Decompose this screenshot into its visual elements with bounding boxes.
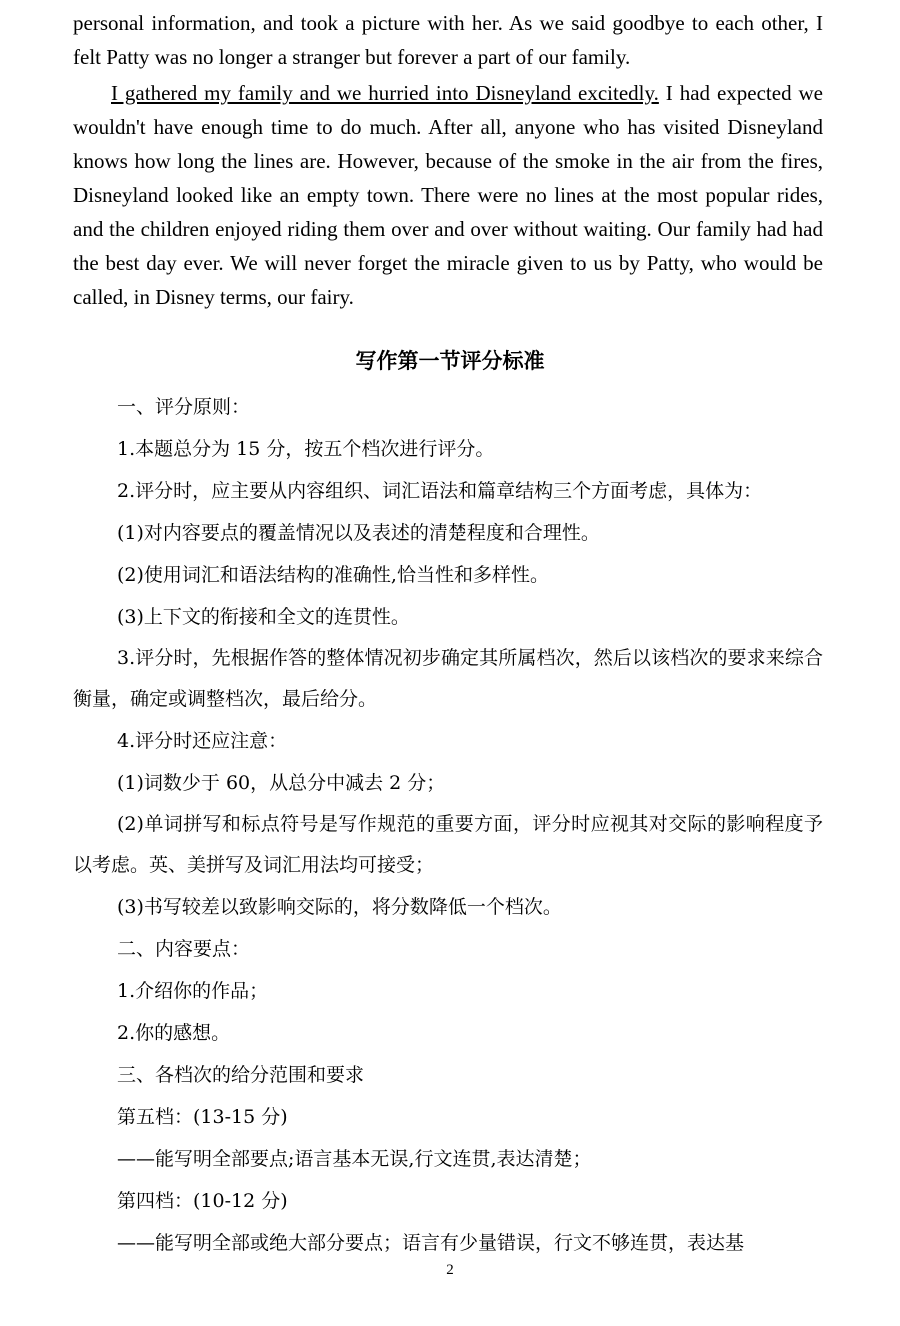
rubric-line: (3)书写较差以致影响交际的，将分数降低一个档次。	[117, 896, 562, 918]
rubric-line: 二、内容要点：	[117, 938, 251, 960]
rubric-line: (3)上下文的衔接和全文的连贯性。	[117, 606, 410, 628]
page-number: 2	[446, 1262, 454, 1278]
rubric-line: (2)单词拼写和标点符号是写作规范的重要方面，评分时应视其对交际的影响程度予以考虑。英、美拼写及词汇用法均可接受；	[73, 813, 823, 876]
rubric-line: ——能写明全部或绝大部分要点；语言有少量错误，行文不够连贯，表达基	[117, 1232, 745, 1254]
english-paragraph-2	[73, 76, 823, 314]
rubric-line: 1.介绍你的作品；	[117, 980, 269, 1002]
section-title: 写作第一节评分标准	[355, 349, 545, 373]
rubric-line: 3.评分时，先根据作答的整体情况初步确定其所属档次，然后以该档次的要求来综合衡量，确定或调整档次，最后给分。	[73, 647, 823, 710]
paragraph-2-text: I had expected we wouldn't have enough time to do much. After all, anyone who has visited Disneyland knows how long the lines are. However, because of the smoke in the air from the fires, Disneyland looked like an empty town. There were no lines at the most popular rides, and the children enjoyed riding them over and over without waiting. Our family had had the best day ever. We will never forget the miracle given to us by Patty, who would be called, in Disney terms, our fairy.	[73, 81, 823, 309]
underlined-sentence: I gathered my family and we hurried into Disneyland excitedly.	[111, 81, 659, 105]
rubric-line: ——能写明全部要点;语言基本无误,行文连贯,表达清楚；	[117, 1148, 592, 1170]
rubric-line: 2.你的感想。	[117, 1022, 231, 1044]
rubric-line: (2)使用词汇和语法结构的准确性,恰当性和多样性。	[117, 564, 549, 586]
rubric-line: 三、各档次的给分范围和要求	[117, 1064, 365, 1086]
rubric-line: 4.评分时还应注意：	[117, 730, 288, 752]
rubric-body	[73, 386, 823, 1264]
rubric-line: 第四档：(10-12 分)	[117, 1190, 288, 1212]
english-paragraph-1: personal information, and took a picture with her. As we said goodbye to each other, I felt Patty was no longer a stranger but forever a part of our family.	[73, 11, 823, 69]
rubric-line: 1.本题总分为 15 分，按五个档次进行评分。	[117, 438, 495, 460]
rubric-line: (1)词数少于 60，从总分中减去 2 分；	[117, 772, 446, 794]
rubric-line: 2.评分时，应主要从内容组织、词汇语法和篇章结构三个方面考虑，具体为：	[117, 480, 763, 502]
rubric-line: 第五档：(13-15 分)	[117, 1106, 288, 1128]
rubric-line: (1)对内容要点的覆盖情况以及表述的清楚程度和合理性。	[117, 522, 600, 544]
rubric-line: 一、评分原则：	[117, 396, 251, 418]
